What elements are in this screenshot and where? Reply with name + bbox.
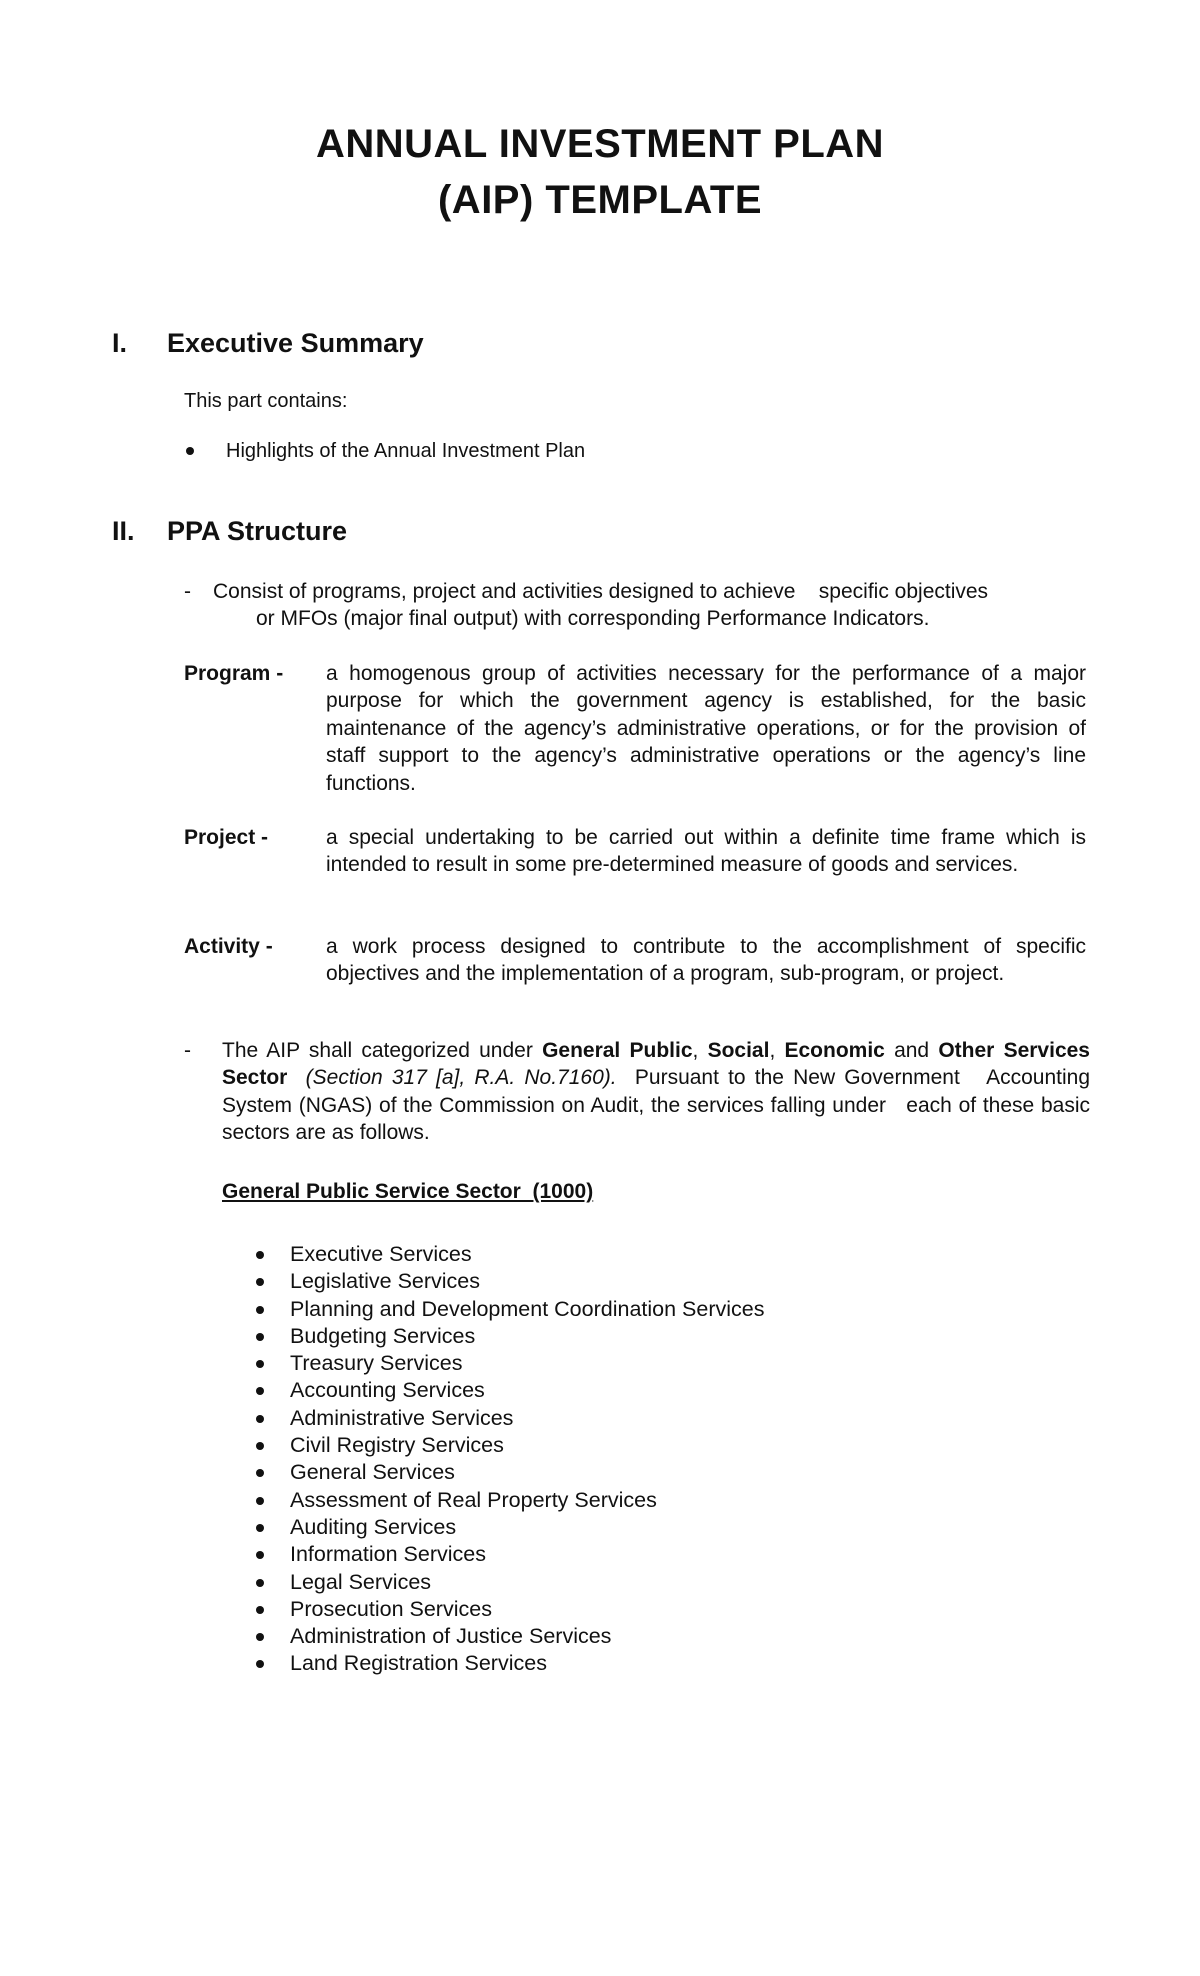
- bullet-icon: [256, 1251, 264, 1259]
- aip-bold-economic: Economic: [784, 1039, 885, 1062]
- section-1-title: Executive Summary: [167, 328, 424, 358]
- bullet-icon: [256, 1415, 264, 1423]
- bullet-icon: [256, 1524, 264, 1532]
- list-item: [256, 1268, 764, 1295]
- list-item: [256, 1650, 764, 1677]
- definition-term-project: Project -: [184, 826, 269, 849]
- document-title: [0, 116, 1200, 228]
- services-list: [256, 1241, 764, 1678]
- definition-text-project: a special undertaking to be carried out within a definite time frame which is intended to result in some pre-determined measure of goods and services.: [326, 826, 1086, 877]
- section-1-intro: This part contains:: [184, 390, 348, 412]
- bullet-icon: [256, 1387, 264, 1395]
- aip-text-4: and: [884, 1039, 939, 1062]
- list-item: [256, 1323, 764, 1350]
- bullet-icon: [256, 1633, 264, 1641]
- aip-text-6: Pursuant to the New Government Accounting System (NGAS) of the Commission on Audit, the services falling under each of these basic sectors are as follows.: [222, 1066, 1096, 1145]
- list-item: [256, 1514, 764, 1541]
- consist-dash: -: [184, 580, 191, 603]
- aip-bold-social: Social: [707, 1039, 770, 1062]
- list-item: [256, 1405, 764, 1432]
- list-item: [256, 1569, 764, 1596]
- aip-text-1: The AIP shall categorized under: [222, 1039, 543, 1062]
- bullet-icon: [256, 1306, 264, 1314]
- service-label: Information Services: [290, 1542, 486, 1567]
- aip-text-2: ,: [692, 1039, 708, 1062]
- list-item: [256, 1296, 764, 1323]
- service-label: Accounting Services: [290, 1378, 485, 1403]
- bullet-icon: [256, 1278, 264, 1286]
- definition-text-program: a homogenous group of activities necessary for the performance of a major purpose for which the government agency is established, for the basic maintenance of the agency’s administrative operations, or for the provision of staff support to the agency’s administrative operations or the agency’s line functions.: [326, 662, 1086, 795]
- service-label: Administration of Justice Services: [290, 1624, 612, 1649]
- service-label: Budgeting Services: [290, 1323, 476, 1348]
- service-label: Planning and Development Coordination Services: [290, 1296, 765, 1321]
- aip-text-5: [287, 1066, 305, 1089]
- service-label: Civil Registry Services: [290, 1433, 504, 1458]
- service-label: General Services: [290, 1460, 455, 1485]
- service-label: Executive Services: [290, 1242, 472, 1266]
- service-label: Legislative Services: [290, 1269, 481, 1294]
- bullet-icon: [186, 447, 194, 455]
- definition-term-activity: Activity -: [184, 935, 273, 958]
- service-label: Auditing Services: [290, 1514, 457, 1539]
- list-item: [256, 1596, 764, 1623]
- list-item: [256, 1241, 764, 1268]
- title-line-1: ANNUAL INVESTMENT PLAN: [315, 122, 885, 166]
- aip-text-3: ,: [769, 1039, 785, 1062]
- service-label: Administrative Services: [290, 1405, 514, 1430]
- section-1-number: I.: [112, 328, 128, 358]
- bullet-icon: [256, 1579, 264, 1587]
- sector-heading: General Public Service Sector (1000): [222, 1180, 594, 1203]
- list-item: [256, 1487, 764, 1514]
- bullet-icon: [256, 1606, 264, 1614]
- section-2-number: II.: [112, 516, 135, 546]
- consist-line-1: Consist of programs, project and activities designed to achieve specific objectives: [213, 580, 989, 603]
- bullet-icon: [256, 1497, 264, 1505]
- service-label: Land Registration Services: [290, 1651, 547, 1676]
- aip-bold-other-services: Other Services Sector: [222, 1039, 1090, 1090]
- aip-italic-citation: (Section 317 [a], R.A. No.7160).: [305, 1066, 617, 1090]
- aip-bold-general-public: General Public: [542, 1039, 693, 1062]
- aip-paragraph: [222, 1037, 1096, 1147]
- bullet-icon: [256, 1551, 264, 1559]
- definition-text-activity: a work process designed to contribute to the accomplishment of specific objectives and the implementation of a program, sub-program, or project.: [326, 935, 1086, 986]
- bullet-icon: [256, 1442, 264, 1450]
- service-label: Treasury Services: [290, 1351, 463, 1376]
- list-item: [256, 1623, 764, 1650]
- list-item: [256, 1350, 764, 1377]
- list-item: [256, 1459, 764, 1486]
- aip-dash: -: [184, 1039, 191, 1062]
- bullet-icon: [256, 1660, 264, 1668]
- bullet-icon: [256, 1360, 264, 1368]
- bullet-icon: [256, 1469, 264, 1477]
- service-label: Prosecution Services: [290, 1596, 492, 1621]
- title-line-2: (AIP) TEMPLATE: [437, 178, 762, 222]
- bullet-icon: [256, 1333, 264, 1341]
- list-item: [256, 1377, 764, 1404]
- list-item: [256, 1541, 764, 1568]
- service-label: Legal Services: [290, 1569, 432, 1594]
- consist-line-2: or MFOs (major final output) with corresponding Performance Indicators.: [256, 607, 930, 630]
- section-1-bullet-1: Highlights of the Annual Investment Plan: [226, 440, 586, 462]
- section-2-title: PPA Structure: [167, 516, 348, 546]
- service-label: Assessment of Real Property Services: [290, 1487, 657, 1512]
- definition-term-program: Program -: [184, 662, 284, 685]
- list-item: [256, 1432, 764, 1459]
